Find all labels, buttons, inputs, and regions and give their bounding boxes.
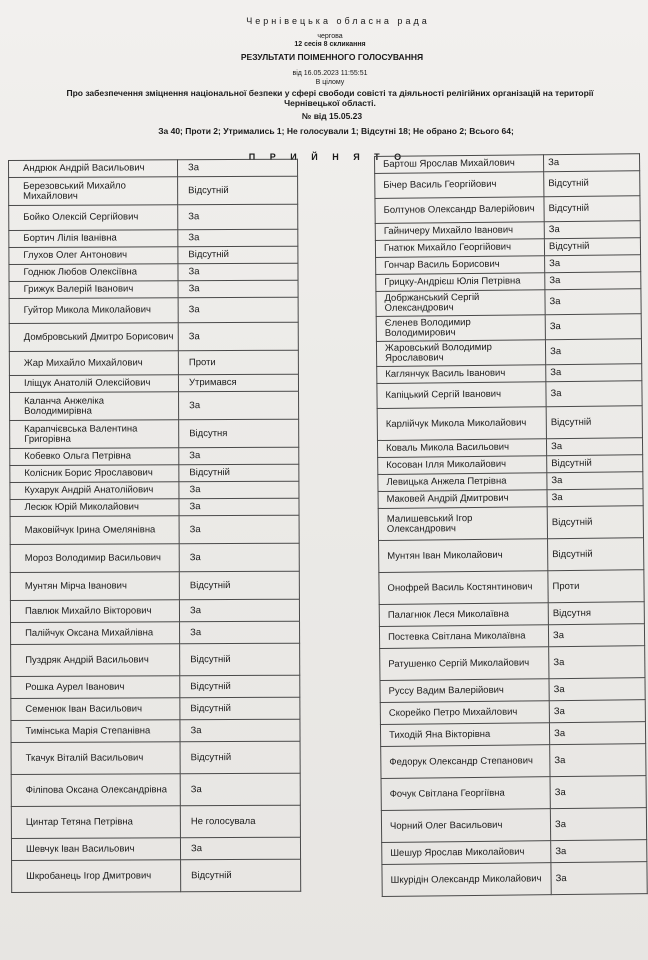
vote-value: За [178,229,298,247]
vote-value: За [543,154,639,172]
vote-value: За [545,339,641,365]
deputy-name: Шешур Ярослав Миколайович [382,841,551,865]
vote-value: За [178,280,298,298]
session-type: чергова [317,33,343,40]
vote-row [10,391,299,420]
vote-row [9,350,298,375]
vote-value: За [548,624,644,647]
vote-value: За [178,204,298,230]
vote-row [382,840,647,865]
vote-value: За [178,159,298,177]
deputy-name: Мороз Володимир Васильович [10,544,179,573]
vote-row [380,722,645,747]
vote-value: За [179,481,299,499]
vote-row [11,675,300,698]
deputy-name: Іліщук Анатолій Олексійович [9,375,178,393]
vote-value: За [549,646,645,679]
vote-value: Відсутній [547,455,643,473]
vote-mode: В цілому [315,79,345,86]
vote-value: Не голосувала [180,805,300,838]
deputy-name: Косован Ілля Миколайович [378,456,547,475]
document-title: РЕЗУЛЬТАТИ ПОІМЕННОГО ГОЛОСУВАННЯ [240,52,424,62]
vote-row [379,602,644,627]
deputy-name: Бартош Ярослав Михайлович [375,155,544,174]
vote-row [379,538,644,573]
deputy-name: Рошка Аурел Іванович [11,676,180,699]
deputy-name: Лесюк Юрій Миколайович [10,499,179,517]
vote-row [9,322,298,351]
vote-row [10,498,299,516]
deputy-name: Коваль Микола Васильович [377,439,546,458]
vote-value: Відсутній [544,238,640,256]
vote-row [9,246,298,264]
vote-value: Відсутня [548,602,644,625]
vote-row [10,515,299,544]
deputy-name: Бічер Василь Георгійович [375,172,544,199]
deputy-name: Гайничеру Михайло Іванович [375,222,544,241]
vote-value: Проти [178,350,298,375]
vote-row [378,506,643,541]
vote-value: За [180,773,300,806]
vote-row [376,314,641,342]
vote-value: За [545,272,641,290]
vote-value: За [179,498,299,516]
vote-value: За [179,543,299,572]
deputy-name: Мунтян Мірча Іванович [10,572,179,601]
deputy-name: Федорук Олександр Степанович [381,745,550,779]
vote-value: Відсутній [546,406,642,439]
session-label: 12 сесія 8 скликання [294,41,366,48]
vote-value: Відсутній [547,506,643,539]
deputy-name: Карлійчук Микола Миколайович [377,407,546,441]
vote-row [10,599,299,622]
vote-value: За [550,744,646,777]
vote-row [10,481,299,499]
deputy-name: Годнюк Любов Олексіївна [9,264,178,282]
deputy-name: Каланча Анжеліка Володимирівна [10,392,179,421]
vote-row [10,447,299,465]
vote-row [11,697,300,720]
decision-subject: Про забезпечення зміцнення національної безпеки у сфері свободи совісті та діяльності релігійних організацій на території Чернівецької області. [66,88,594,108]
vote-row [376,289,641,317]
deputy-name: Палагнюк Леся Миколаївна [379,603,548,627]
deputy-name: Глухов Олег Антонович [9,247,178,265]
vote-timestamp: від 16.05.2023 11:55:51 [292,70,368,77]
council-name: Чернівецька обласна рада [246,16,430,26]
vote-value: Утримався [178,374,298,392]
deputy-name: Руссу Вадим Валерійович [380,679,549,703]
result-status: П Р И Й Н Я Т О [248,152,408,162]
vote-value: Відсутня [179,419,299,448]
deputy-name: Павлюк Михайло Вікторович [10,600,179,623]
deputy-name: Постевка Світлана Миколаївна [379,625,548,649]
vote-row [9,176,298,205]
vote-row [10,464,299,482]
left-vote-table [8,159,301,893]
vote-value: Відсутній [180,741,300,774]
vote-value: За [545,314,641,340]
deputy-name: Онофрей Василь Костянтинович [379,571,548,605]
deputy-name: Філіпова Оксана Олександрівна [11,774,180,807]
vote-value: Проти [548,570,644,603]
deputy-name: Ратушенко Сергій Миколайович [380,647,549,681]
deputy-name: Тиходій Яна Вікторівна [380,723,549,747]
deputy-name: Грицку-Андрієш Юлія Петрівна [376,273,545,292]
vote-row [377,381,642,409]
deputy-name: Кобевко Ольга Петрівна [10,448,179,466]
vote-row [380,678,645,703]
vote-value: За [178,263,298,281]
vote-row [381,808,646,843]
vote-value: Відсутній [178,176,298,205]
vote-row [9,204,298,230]
deputy-name: Семенюк Іван Васильович [11,698,180,721]
deputy-name: Маковей Андрій Дмитрович [378,490,547,509]
vote-value: За [547,472,643,490]
vote-value: Відсутній [544,171,640,197]
deputy-name: Фочук Світлана Георгіївна [381,777,550,811]
vote-value: За [545,289,641,315]
vote-row [11,805,300,838]
vote-value: За [549,700,645,723]
vote-row [11,741,300,774]
vote-value: За [179,391,299,420]
vote-value: За [180,837,300,860]
vote-row [9,374,298,392]
deputy-name: Мунтян Іван Миколайович [379,539,548,573]
vote-value: За [544,221,640,239]
deputy-name: Тимінська Марія Степанівна [11,720,180,743]
vote-row [10,543,299,572]
deputy-name: Левицька Анжела Петрівна [378,473,547,492]
vote-row [381,744,646,779]
vote-row [379,624,644,649]
vote-value: За [549,722,645,745]
deputy-name: Бойко Олексій Сергійович [9,205,178,231]
vote-value: Відсутній [544,196,640,222]
deputy-name: Кухарук Андрій Анатолійович [10,482,179,500]
vote-value: Відсутній [180,643,300,676]
deputy-name: Чорний Олег Васильович [381,809,550,843]
deputy-name: Цинтар Тетяна Петрівна [11,806,180,839]
vote-value: Відсутній [180,675,300,698]
deputy-name: Гнатюк Михайло Георгійович [375,239,544,258]
vote-value: За [550,808,646,841]
deputy-name: Жар Михайло Михайлович [9,351,178,376]
vote-row [9,229,298,247]
deputy-name: Ткачук Віталій Васильович [11,742,180,775]
deputy-name: Каглянчук Василь Іванович [377,365,546,384]
vote-row [10,571,299,600]
deputy-name: Малишевський Ігор Олександрович [378,507,547,541]
deputy-name: Колісник Борис Ярославович [10,465,179,483]
vote-value: Відсутній [179,464,299,482]
vote-row [375,196,640,224]
vote-value: За [179,599,299,622]
vote-value: Відсутній [178,246,298,264]
deputy-name: Гуйтор Микола Миколайович [9,298,178,324]
vote-row [376,339,641,367]
vote-tally: За 40; Проти 2; Утримались 1; Не голосували 1; Відсутні 18; Не обрано 2; Всього 64; [158,126,514,136]
vote-row [9,297,298,323]
vote-value: За [546,438,642,456]
deputy-name: Березовський Михайло Михайлович [9,177,178,206]
deputy-name: Скорейко Петро Михайлович [380,701,549,725]
deputy-name: Шкробанець Ігор Дмитрович [12,860,181,893]
deputy-name: Капіцький Сергій Іванович [377,382,546,409]
vote-value: За [180,719,300,742]
vote-row [379,570,644,605]
vote-value: За [546,381,642,407]
vote-row [377,406,642,441]
vote-row [9,280,298,298]
vote-row [11,837,300,860]
vote-row [382,862,647,897]
decision-number: № від 15.05.23 [301,111,363,121]
vote-value: За [546,364,642,382]
deputy-name: Маковійчук Ірина Омелянівна [10,516,179,545]
vote-value: За [179,515,299,544]
deputy-name: Добржанський Сергій Олександрович [376,290,545,317]
deputy-name: Бортич Лілія Іванівна [9,230,178,248]
vote-value: Відсутній [179,571,299,600]
deputy-name: Шкурідін Олександр Миколайович [382,863,551,897]
vote-row [9,263,298,281]
vote-value: За [180,621,300,644]
vote-row [11,773,300,806]
vote-value: За [550,776,646,809]
vote-row [375,171,640,199]
vote-value: За [179,447,299,465]
deputy-name: Палійчук Оксана Михайлівна [11,622,180,645]
vote-row [12,859,301,892]
deputy-name: Пуздряк Андрій Васильович [11,644,180,677]
deputy-name: Грижук Валерій Іванович [9,281,178,299]
deputy-name: Жаровський Володимир Ярославович [376,340,545,367]
vote-row [11,621,300,644]
vote-value: Відсутній [548,538,644,571]
vote-row [380,700,645,725]
vote-value: За [178,297,298,323]
vote-row [11,719,300,742]
vote-value: Відсутній [181,859,301,892]
vote-value: За [178,322,298,351]
vote-value: За [547,489,643,507]
vote-row [381,776,646,811]
deputy-name: Андрюк Андрій Васильович [9,160,178,178]
vote-value: За [551,862,647,895]
deputy-name: Шевчук Іван Васильович [11,838,180,861]
right-vote-table [374,153,648,897]
deputy-name: Домбровський Дмитро Борисович [9,323,178,352]
deputy-name: Єленев Володимир Володимирович [376,315,545,342]
vote-value: За [545,255,641,273]
vote-value: За [549,678,645,701]
deputy-name: Болтунов Олександр Валерійович [375,197,544,224]
vote-value: Відсутній [180,697,300,720]
vote-row [10,419,299,448]
deputy-name: Карапчієвська Валентина Григорівна [10,420,179,449]
vote-row [11,643,300,676]
deputy-name: Гончар Василь Борисович [376,256,545,275]
vote-row [9,159,298,177]
vote-value: За [551,840,647,863]
vote-row [380,646,645,681]
